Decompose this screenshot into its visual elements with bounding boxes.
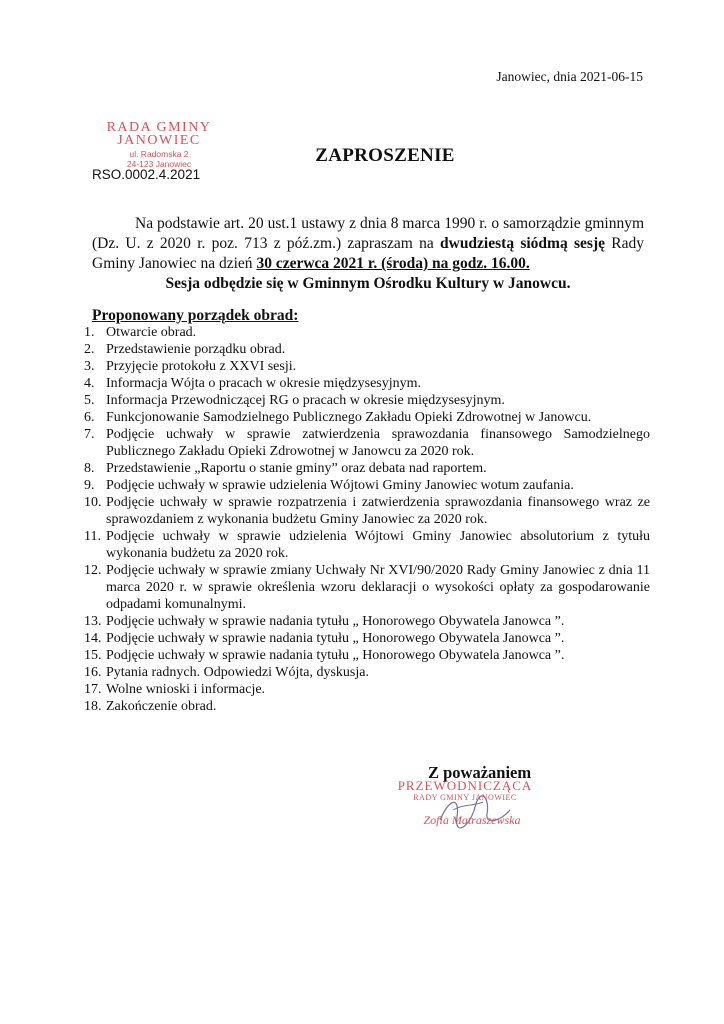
agenda-item-text: Wolne wnioski i informacje.: [106, 682, 266, 697]
stamp-line: 24-123 Janowiec: [126, 159, 192, 169]
stamp-line: RADA GMINY: [106, 120, 212, 135]
agenda-item-number: 7.: [84, 427, 95, 442]
agenda-item: [84, 460, 650, 477]
agenda-item-number: 15.: [84, 648, 102, 663]
agenda-item-text: Funkcjonowanie Samodzielnego Publicznego Zakładu Opieki Zdrowotnej w Janowcu.: [106, 410, 592, 425]
agenda-item-number: 1.: [84, 325, 95, 340]
agenda-item-text: Informacja Wójta o pracach w okresie międzysesyjnym.: [106, 376, 422, 391]
agenda-item: [84, 562, 650, 613]
agenda-item-text: Przyjęcie protokołu z XXVI sesji.: [106, 359, 297, 374]
session-location: Sesja odbędzie się w Gminnym Ośrodku Kultury w Janowcu.: [165, 275, 571, 292]
agenda-item: [84, 426, 650, 460]
agenda-item: [84, 494, 650, 528]
intro-paragraph: [92, 214, 644, 274]
agenda-item: [84, 698, 650, 715]
agenda-item-text: Podjęcie uchwały w sprawie nadania tytułu „ Honorowego Obywatela Janowca ”.: [106, 614, 565, 629]
session-number: dwudziestą siódmą sesję: [440, 235, 605, 252]
agenda-item-text: Podjęcie uchwały w sprawie nadania tytułu „ Honorowego Obywatela Janowca ”.: [106, 648, 565, 663]
stamp-org: RADY GMINY JANOWIEC: [413, 793, 517, 802]
agenda-item: [84, 630, 650, 647]
agenda-item-text: Otwarcie obrad.: [106, 325, 197, 340]
session-date: 30 czerwca 2021 r. (środa) na godz. 16.00.: [256, 255, 530, 272]
agenda-item: [84, 358, 650, 375]
agenda-item-number: 14.: [84, 631, 102, 646]
agenda-list: [84, 324, 650, 715]
agenda-item: [84, 324, 650, 341]
agenda-item: [84, 409, 650, 426]
agenda-item-number: 8.: [84, 461, 95, 476]
agenda-item-number: 13.: [84, 614, 102, 629]
intro-part: Na podstawie art. 20 ust.1 ustawy z dnia 8 marca 1990 r. o samorządzie gminnym (Dz. U. z 2020 r. poz. 713 z póź.zm.) zapraszam na: [92, 215, 644, 252]
agenda-item-text: Przedstawienie porządku obrad.: [106, 342, 286, 357]
agenda-item-number: 11.: [84, 529, 101, 544]
reference-number: RSO.0002.4.2021: [92, 167, 201, 182]
agenda-item-text: Podjęcie uchwały w sprawie udzielenia Wójtowi Gminy Janowiec absolutorium z tytułu wykonania budżetu za 2020 rok.: [106, 529, 650, 561]
agenda-item-text: Podjęcie uchwały w sprawie rozpatrzenia i zatwierdzenia sprawozdania finansowego wraz ze sprawozdaniem z wykonania budżetu Gminy Janowiec za 2020 rok.: [106, 495, 650, 527]
agenda-item: [84, 664, 650, 681]
intro-text: [92, 214, 644, 294]
agenda-item-text: Informacja Przewodniczącej RG o pracach w okresie międzysesyjnym.: [106, 393, 505, 408]
agenda-item: [84, 681, 650, 698]
intro-part: Rady Gminy Janowiec na dzień: [92, 235, 645, 272]
agenda-item-text: Zakończenie obrad.: [106, 699, 217, 714]
agenda-item-text: Podjęcie uchwały w sprawie udzielenia Wójtowi Gminy Janowiec wotum zaufania.: [106, 478, 574, 493]
agenda-item: [84, 392, 650, 409]
agenda-item-number: 17.: [84, 682, 102, 697]
stamp-line: JANOWIEC: [117, 133, 201, 148]
agenda-item: [84, 375, 650, 392]
agenda-item-number: 12.: [84, 563, 102, 578]
stamp-name: Zofia Matraszewska: [423, 813, 521, 827]
document-title: ZAPROSZENIE: [315, 145, 455, 166]
agenda-item-text: Podjęcie uchwały w sprawie zatwierdzenia sprawozdania finansowego Samodzielnego Publicznego Zakładu Opieki Zdrowotnej w Janowcu za 2020 rok.: [106, 427, 650, 459]
agenda-item-number: 2.: [84, 342, 95, 357]
agenda-item-number: 16.: [84, 665, 102, 680]
document-date: Janowiec, dnia 2021-06-15: [496, 69, 643, 84]
chairperson-stamp: [390, 779, 540, 827]
agenda-item-number: 5.: [84, 393, 95, 408]
agenda-item: [84, 613, 650, 630]
agenda-item-text: Podjęcie uchwały w sprawie zmiany Uchwały Nr XVI/90/2020 Rady Gminy Janowiec z dnia 11 marca 2020 r. w sprawie określenia wzoru deklaracji o wysokości opłaty za gospodarowanie odpadami komunalnymi.: [106, 563, 650, 612]
agenda-item-text: Pytania radnych. Odpowiedzi Wójta, dyskusja.: [106, 665, 369, 680]
agenda-item-text: Podjęcie uchwały w sprawie nadania tytułu „ Honorowego Obywatela Janowca ”.: [106, 631, 565, 646]
agenda-item-number: 3.: [84, 359, 95, 374]
agenda-heading: Proponowany porządek obrad:: [92, 307, 299, 324]
agenda-item: [84, 477, 650, 494]
agenda-item-number: 6.: [84, 410, 95, 425]
closing-salutation: Z poważaniem: [428, 763, 532, 782]
agenda-item: [84, 647, 650, 664]
agenda-item-number: 10.: [84, 495, 102, 510]
agenda-item: [84, 528, 650, 562]
agenda-item-number: 9.: [84, 478, 95, 493]
agenda-item-text: Przedstawienie „Raportu o stanie gminy” oraz debata nad raportem.: [106, 461, 487, 476]
stamp-role: PRZEWODNICZĄCA: [397, 778, 533, 793]
stamp-line: ul. Radomska 2: [129, 149, 189, 159]
agenda-item: [84, 341, 650, 358]
agenda-item-number: 4.: [84, 376, 95, 391]
agenda-item-number: 18.: [84, 699, 102, 714]
